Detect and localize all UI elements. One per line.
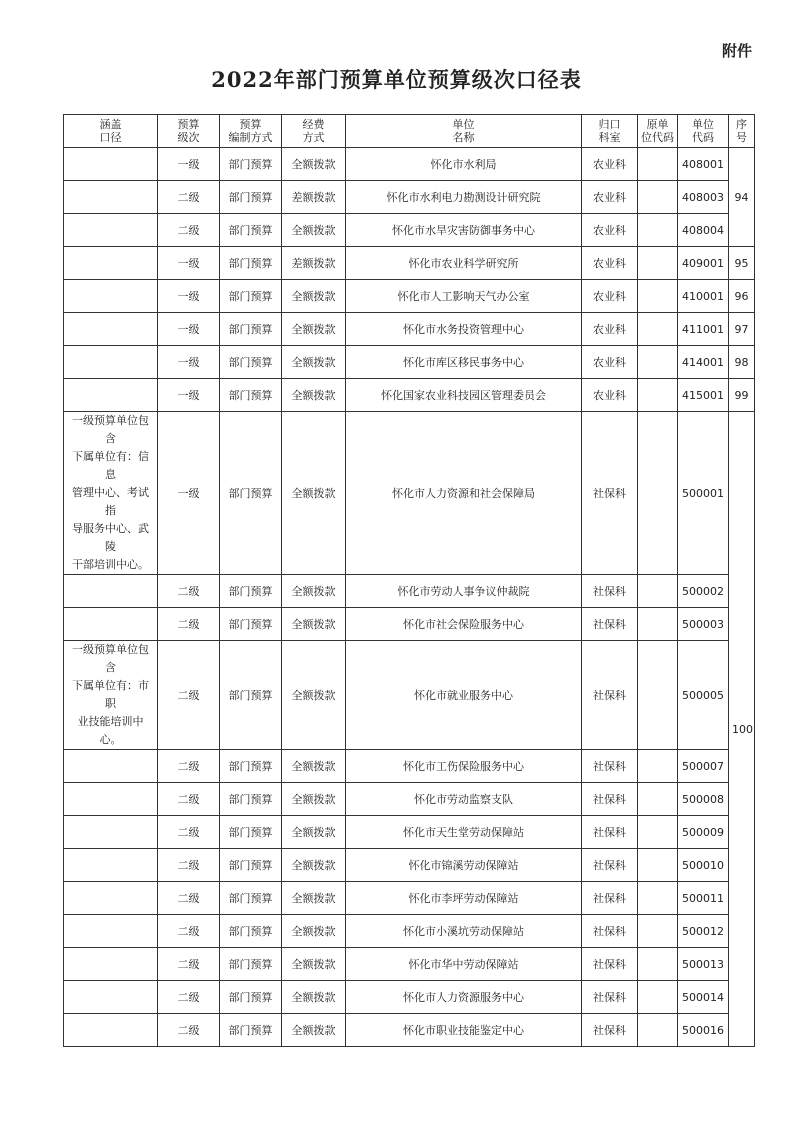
funding-cell: 全额拨款	[282, 608, 346, 641]
level-cell: 一级	[158, 313, 220, 346]
table-row	[64, 882, 755, 915]
scope-line: 一级预算单位包含	[72, 414, 149, 445]
method-cell: 部门预算	[220, 412, 282, 575]
unit-name-cell: 怀化市水利局	[346, 148, 582, 181]
funding-cell: 全额拨款	[282, 280, 346, 313]
method-cell: 部门预算	[220, 280, 282, 313]
level-cell: 二级	[158, 575, 220, 608]
unit-name-cell: 怀化市水利电力勘测设计研究院	[346, 181, 582, 214]
level-cell: 二级	[158, 608, 220, 641]
dept-cell: 社保科	[582, 1014, 638, 1047]
dept-cell: 农业科	[582, 346, 638, 379]
funding-cell: 全额拨款	[282, 148, 346, 181]
scope-cell	[64, 181, 158, 214]
unit-code-cell: 500009	[678, 816, 729, 849]
scope-cell	[64, 247, 158, 280]
level-cell: 二级	[158, 948, 220, 981]
level-cell: 二级	[158, 882, 220, 915]
table-row	[64, 816, 755, 849]
unit-name-cell: 怀化市社会保险服务中心	[346, 608, 582, 641]
unit-name-cell: 怀化市天生堂劳动保障站	[346, 816, 582, 849]
level-cell: 二级	[158, 783, 220, 816]
method-cell: 部门预算	[220, 915, 282, 948]
dept-cell: 社保科	[582, 816, 638, 849]
unit-code-cell: 411001	[678, 313, 729, 346]
unit-code-cell: 500011	[678, 882, 729, 915]
scope-cell	[64, 214, 158, 247]
unit-code-cell: 500003	[678, 608, 729, 641]
table-row	[64, 313, 755, 346]
level-cell: 一级	[158, 379, 220, 412]
seq-cell: 96	[729, 280, 755, 313]
orig-code-cell	[638, 849, 678, 882]
header-funding: 经费 方式	[282, 115, 346, 148]
table-header-row	[64, 115, 755, 148]
funding-cell: 全额拨款	[282, 575, 346, 608]
level-cell: 二级	[158, 849, 220, 882]
unit-name-cell: 怀化市农业科学研究所	[346, 247, 582, 280]
level-cell: 一级	[158, 412, 220, 575]
scope-cell	[64, 816, 158, 849]
funding-cell: 全额拨款	[282, 750, 346, 783]
orig-code-cell	[638, 915, 678, 948]
orig-code-cell	[638, 313, 678, 346]
table-row	[64, 1014, 755, 1047]
level-cell: 一级	[158, 280, 220, 313]
unit-name-cell: 怀化市库区移民事务中心	[346, 346, 582, 379]
unit-code-cell: 500008	[678, 783, 729, 816]
orig-code-cell	[638, 816, 678, 849]
unit-code-cell: 500010	[678, 849, 729, 882]
scope-line: 业技能培训中心。	[77, 715, 144, 746]
unit-code-cell: 500001	[678, 412, 729, 575]
table-row	[64, 783, 755, 816]
scope-cell	[64, 412, 158, 575]
unit-name-cell: 怀化市劳动监察支队	[346, 783, 582, 816]
scope-cell	[64, 641, 158, 750]
dept-cell: 社保科	[582, 981, 638, 1014]
method-cell: 部门预算	[220, 1014, 282, 1047]
unit-code-cell: 500016	[678, 1014, 729, 1047]
scope-cell	[64, 849, 158, 882]
method-cell: 部门预算	[220, 783, 282, 816]
table-row	[64, 948, 755, 981]
unit-name-cell: 怀化市人力资源服务中心	[346, 981, 582, 1014]
funding-cell: 差额拨款	[282, 181, 346, 214]
method-cell: 部门预算	[220, 750, 282, 783]
dept-cell: 农业科	[582, 148, 638, 181]
orig-code-cell	[638, 247, 678, 280]
header-name: 单位 名称	[346, 115, 582, 148]
scope-cell	[64, 981, 158, 1014]
scope-cell	[64, 1014, 158, 1047]
table-row	[64, 575, 755, 608]
unit-name-cell: 怀化市劳动人事争议仲裁院	[346, 575, 582, 608]
level-cell: 二级	[158, 816, 220, 849]
unit-name-cell: 怀化市李坪劳动保障站	[346, 882, 582, 915]
unit-name-cell: 怀化市人工影响天气办公室	[346, 280, 582, 313]
orig-code-cell	[638, 214, 678, 247]
scope-line: 导服务中心、武陵	[72, 522, 149, 553]
method-cell: 部门预算	[220, 816, 282, 849]
unit-name-cell: 怀化市锦溪劳动保障站	[346, 849, 582, 882]
unit-name-cell: 怀化市华中劳动保障站	[346, 948, 582, 981]
orig-code-cell	[638, 181, 678, 214]
header-code: 单位 代码	[678, 115, 729, 148]
scope-cell	[64, 915, 158, 948]
method-cell: 部门预算	[220, 247, 282, 280]
orig-code-cell	[638, 783, 678, 816]
unit-code-cell: 408004	[678, 214, 729, 247]
orig-code-cell	[638, 1014, 678, 1047]
orig-code-cell	[638, 280, 678, 313]
funding-cell: 全额拨款	[282, 816, 346, 849]
dept-cell: 社保科	[582, 783, 638, 816]
header-seq: 序号	[729, 115, 755, 148]
orig-code-cell	[638, 882, 678, 915]
level-cell: 二级	[158, 981, 220, 1014]
unit-name-cell: 怀化市水旱灾害防御事务中心	[346, 214, 582, 247]
table-row	[64, 981, 755, 1014]
unit-name-cell: 怀化市人力资源和社会保障局	[346, 412, 582, 575]
funding-cell: 差额拨款	[282, 247, 346, 280]
method-cell: 部门预算	[220, 849, 282, 882]
seq-cell: 94	[729, 148, 755, 247]
unit-name-cell: 怀化市水务投资管理中心	[346, 313, 582, 346]
dept-cell: 社保科	[582, 750, 638, 783]
orig-code-cell	[638, 346, 678, 379]
funding-cell: 全额拨款	[282, 346, 346, 379]
funding-cell: 全额拨款	[282, 882, 346, 915]
method-cell: 部门预算	[220, 641, 282, 750]
dept-cell: 社保科	[582, 641, 638, 750]
unit-code-cell: 500013	[678, 948, 729, 981]
dept-cell: 社保科	[582, 608, 638, 641]
level-cell: 二级	[158, 1014, 220, 1047]
seq-cell: 97	[729, 313, 755, 346]
scope-cell	[64, 948, 158, 981]
table-row	[64, 214, 755, 247]
header-scope: 涵盖 口径	[64, 115, 158, 148]
table-row	[64, 750, 755, 783]
level-cell: 二级	[158, 915, 220, 948]
unit-name-cell: 怀化市就业服务中心	[346, 641, 582, 750]
orig-code-cell	[638, 148, 678, 181]
unit-code-cell: 500012	[678, 915, 729, 948]
funding-cell: 全额拨款	[282, 981, 346, 1014]
funding-cell: 全额拨款	[282, 948, 346, 981]
scope-cell	[64, 882, 158, 915]
funding-cell: 全额拨款	[282, 313, 346, 346]
scope-cell	[64, 575, 158, 608]
method-cell: 部门预算	[220, 346, 282, 379]
level-cell: 一级	[158, 346, 220, 379]
scope-line: 下属单位有：市职	[72, 679, 149, 710]
orig-code-cell	[638, 750, 678, 783]
method-cell: 部门预算	[220, 948, 282, 981]
page-title: 2022年部门预算单位预算级次口径表	[211, 67, 582, 92]
unit-code-cell: 415001	[678, 379, 729, 412]
unit-code-cell: 500007	[678, 750, 729, 783]
dept-cell: 农业科	[582, 313, 638, 346]
table-row	[64, 148, 755, 181]
scope-line: 下属单位有：信息	[72, 450, 149, 481]
level-cell: 二级	[158, 750, 220, 783]
funding-cell: 全额拨款	[282, 915, 346, 948]
method-cell: 部门预算	[220, 981, 282, 1014]
funding-cell: 全额拨款	[282, 849, 346, 882]
level-cell: 一级	[158, 247, 220, 280]
table-row	[64, 247, 755, 280]
unit-code-cell: 414001	[678, 346, 729, 379]
dept-cell: 农业科	[582, 214, 638, 247]
table-row	[64, 181, 755, 214]
table-row	[64, 849, 755, 882]
level-cell: 二级	[158, 641, 220, 750]
orig-code-cell	[638, 379, 678, 412]
seq-cell: 98	[729, 346, 755, 379]
scope-line: 管理中心、考试指	[72, 486, 149, 517]
dept-cell: 农业科	[582, 247, 638, 280]
method-cell: 部门预算	[220, 313, 282, 346]
scope-cell	[64, 346, 158, 379]
unit-code-cell: 408003	[678, 181, 729, 214]
scope-cell	[64, 148, 158, 181]
scope-cell	[64, 280, 158, 313]
table-row	[64, 641, 755, 750]
funding-cell: 全额拨款	[282, 1014, 346, 1047]
seq-cell: 95	[729, 247, 755, 280]
table-row	[64, 412, 755, 575]
unit-code-cell: 500005	[678, 641, 729, 750]
scope-line: 一级预算单位包含	[72, 643, 149, 674]
scope-cell	[64, 608, 158, 641]
method-cell: 部门预算	[220, 608, 282, 641]
unit-code-cell: 500002	[678, 575, 729, 608]
table-row	[64, 280, 755, 313]
unit-code-cell: 409001	[678, 247, 729, 280]
unit-code-cell: 500014	[678, 981, 729, 1014]
dept-cell: 农业科	[582, 280, 638, 313]
orig-code-cell	[638, 948, 678, 981]
scope-cell	[64, 750, 158, 783]
unit-name-cell: 怀化国家农业科技园区管理委员会	[346, 379, 582, 412]
orig-code-cell	[638, 608, 678, 641]
unit-name-cell: 怀化市小溪坑劳动保障站	[346, 915, 582, 948]
method-cell: 部门预算	[220, 214, 282, 247]
seq-cell: 100	[729, 412, 755, 1047]
dept-cell: 农业科	[582, 181, 638, 214]
header-method: 预算 编制方式	[220, 115, 282, 148]
method-cell: 部门预算	[220, 148, 282, 181]
unit-name-cell: 怀化市工伤保险服务中心	[346, 750, 582, 783]
table-row	[64, 379, 755, 412]
dept-cell: 社保科	[582, 575, 638, 608]
dept-cell: 社保科	[582, 849, 638, 882]
dept-cell: 社保科	[582, 915, 638, 948]
unit-code-cell: 410001	[678, 280, 729, 313]
seq-cell: 99	[729, 379, 755, 412]
level-cell: 二级	[158, 181, 220, 214]
funding-cell: 全额拨款	[282, 783, 346, 816]
scope-line: 干部培训中心。	[72, 558, 149, 571]
orig-code-cell	[638, 981, 678, 1014]
orig-code-cell	[638, 641, 678, 750]
dept-cell: 社保科	[582, 882, 638, 915]
method-cell: 部门预算	[220, 882, 282, 915]
dept-cell: 社保科	[582, 412, 638, 575]
dept-cell: 社保科	[582, 948, 638, 981]
method-cell: 部门预算	[220, 379, 282, 412]
header-orig-code: 原单 位代码	[638, 115, 678, 148]
attachment-label: 附件	[722, 42, 753, 60]
table-row	[64, 608, 755, 641]
level-cell: 二级	[158, 214, 220, 247]
level-cell: 一级	[158, 148, 220, 181]
funding-cell: 全额拨款	[282, 641, 346, 750]
method-cell: 部门预算	[220, 575, 282, 608]
funding-cell: 全额拨款	[282, 412, 346, 575]
scope-cell	[64, 783, 158, 816]
header-level: 预算 级次	[158, 115, 220, 148]
scope-cell	[64, 379, 158, 412]
orig-code-cell	[638, 575, 678, 608]
funding-cell: 全额拨款	[282, 379, 346, 412]
scope-cell	[64, 313, 158, 346]
table-body	[64, 148, 755, 1047]
funding-cell: 全额拨款	[282, 214, 346, 247]
table-row	[64, 346, 755, 379]
orig-code-cell	[638, 412, 678, 575]
dept-cell: 农业科	[582, 379, 638, 412]
budget-level-table	[63, 114, 755, 1047]
method-cell: 部门预算	[220, 181, 282, 214]
table-row	[64, 915, 755, 948]
unit-name-cell: 怀化市职业技能鉴定中心	[346, 1014, 582, 1047]
header-dept: 归口 科室	[582, 115, 638, 148]
unit-code-cell: 408001	[678, 148, 729, 181]
